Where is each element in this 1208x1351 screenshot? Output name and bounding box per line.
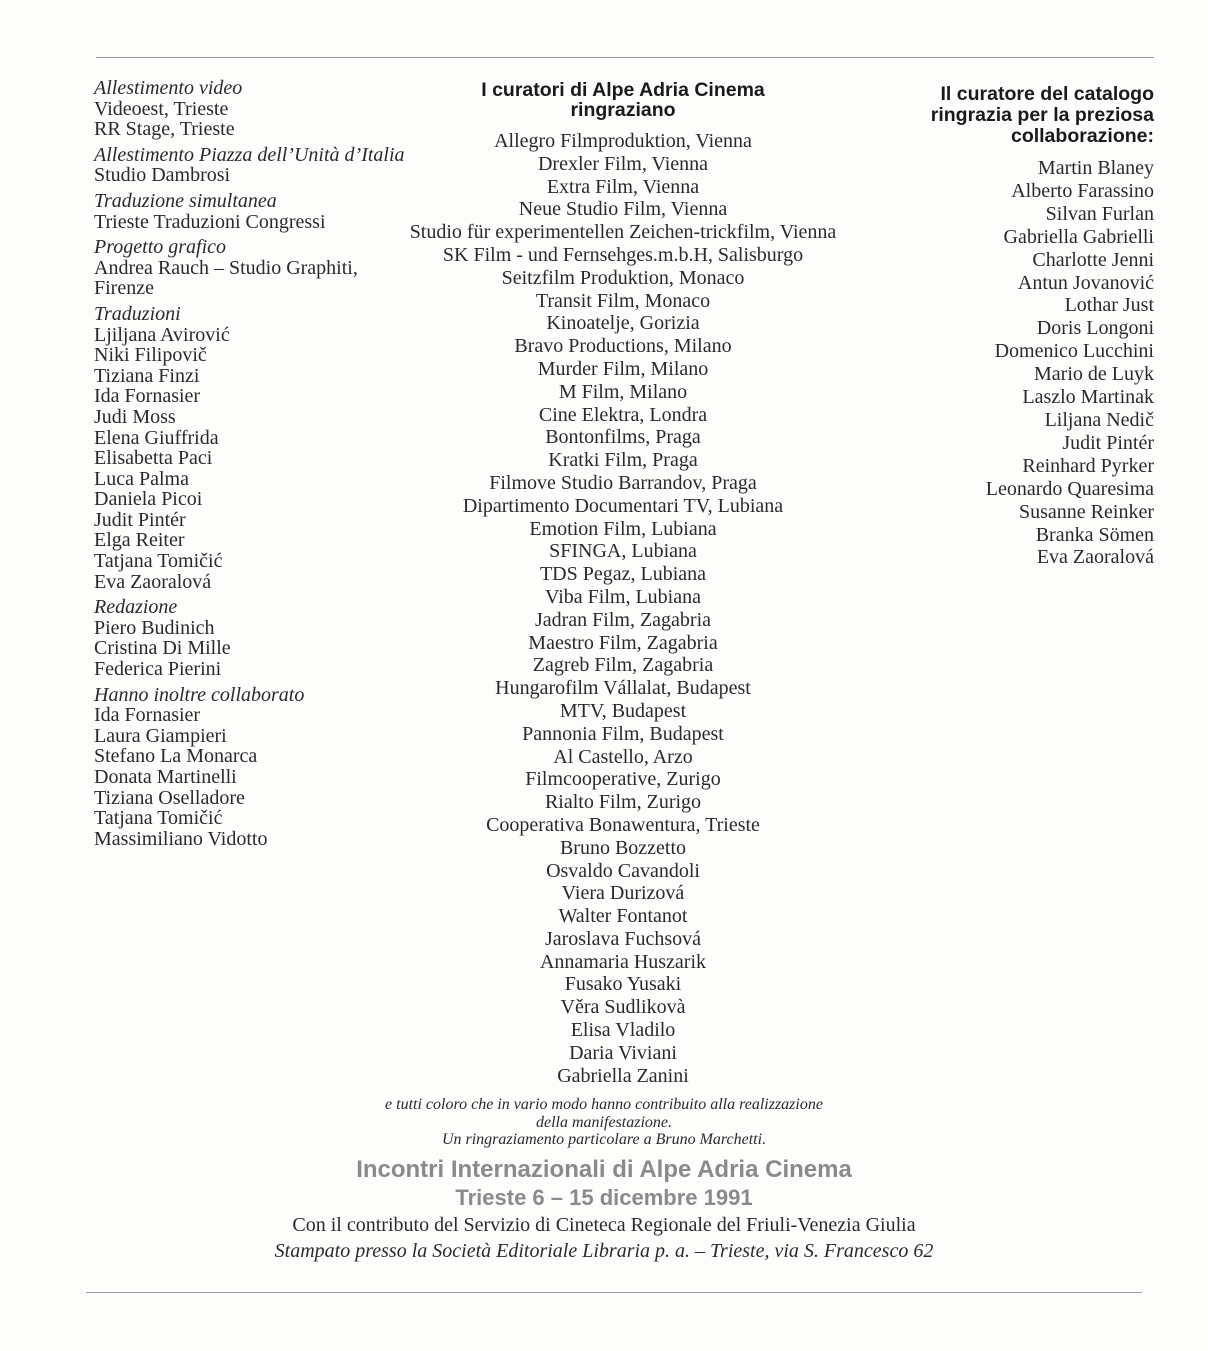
credit-name: Piero Budinich: [94, 616, 215, 639]
credit-name: Daniela Picoi: [94, 488, 203, 511]
event-dates: Trieste 6 – 15 dicembre 1991: [455, 1184, 753, 1210]
middle-thanks-column: [380, 80, 866, 1087]
thanks-name: Rialto Film, Zurigo: [544, 791, 702, 814]
thanks-name: Al Castello, Arzo: [553, 745, 693, 768]
collaborator-name: Antun Jovanović: [1017, 271, 1154, 294]
thanks-name: Dipartimento Documentari TV, Lubiana: [462, 494, 784, 517]
credit-name: Luca Palma: [94, 467, 189, 490]
thanks-name: Věra Sudlikovà: [560, 996, 686, 1019]
thanks-note: [0, 1096, 1208, 1149]
thanks-name: SK Film - und Fernsehges.m.b.H, Salisburgo: [442, 243, 804, 266]
credit-name: Ida Fornasier: [94, 704, 201, 727]
credit-name: Studio Dambrosi: [94, 164, 231, 187]
credit-name: Tatjana Tomičić: [94, 807, 223, 830]
thanks-name: Bontonfilms, Praga: [545, 426, 701, 449]
thanks-name: Jadran Film, Zagabria: [534, 608, 712, 631]
middle-title-line-1: I curatori di Alpe Adria Cinema: [481, 79, 765, 101]
credit-name: Cristina Di Mille: [94, 637, 231, 660]
section-heading: Progetto grafico: [94, 236, 227, 259]
thanks-name: Murder Film, Milano: [537, 357, 709, 380]
thanks-name: MTV, Budapest: [559, 699, 687, 722]
thanks-name: Walter Fontanot: [558, 905, 688, 928]
event-title: Incontri Internazionali di Alpe Adria Cinema: [356, 1155, 852, 1183]
section-heading: Redazione: [94, 596, 178, 619]
middle-title: [380, 80, 866, 120]
thanks-name: Transit Film, Monaco: [535, 289, 711, 312]
thanks-name: Maestro Film, Zagabria: [528, 631, 718, 654]
thanks-name: Pannonia Film, Budapest: [522, 722, 724, 745]
credit-name: Stefano La Monarca: [94, 745, 258, 768]
thanks-name: Bruno Bozzetto: [559, 836, 687, 859]
collaborator-name: Laszlo Martinak: [1022, 386, 1154, 409]
collaborator-name: Leonardo Quaresima: [985, 477, 1154, 500]
section-heading: Hanno inoltre collaborato: [94, 683, 305, 706]
right-title: [870, 84, 1154, 147]
collaborator-name: Silvan Furlan: [1045, 202, 1154, 225]
thanks-name: Daria Viviani: [569, 1041, 677, 1064]
credit-name: Elena Giuffrida: [94, 426, 219, 449]
credit-name: Elga Reiter: [94, 529, 185, 552]
section-heading: Traduzioni: [94, 302, 181, 325]
thanks-name: SFINGA, Lubiana: [549, 540, 697, 563]
credit-name: Eva Zaoralová: [94, 570, 212, 593]
credit-name: Elisabetta Paci: [94, 447, 213, 470]
credit-name: Tatjana Tomičić: [94, 550, 223, 573]
thanks-name: Allegro Filmproduktion, Vienna: [494, 130, 752, 152]
credit-name: Ida Fornasier: [94, 385, 201, 408]
thanks-name: Viera Durizová: [561, 882, 685, 905]
thanks-name: Extra Film, Vienna: [546, 175, 700, 198]
thanks-name: Seitzfilm Produktion, Monaco: [501, 266, 745, 289]
section-heading: Allestimento Piazza dell’Unità d’Italia: [94, 143, 405, 166]
right-title-line-3: collaborazione:: [1010, 125, 1154, 147]
thanks-name: Zagreb Film, Zagabria: [532, 654, 714, 677]
top-divider: [96, 57, 1154, 58]
thanks-name: Kinoatelje, Gorizia: [546, 312, 700, 335]
note-line-2: della manifestazione.: [536, 1113, 672, 1131]
collaborator-name: Eva Zaoralová: [1036, 546, 1154, 569]
credit-name: Niki Filipovič: [94, 344, 207, 367]
footer: [0, 1096, 1208, 1264]
thanks-name: TDS Pegaz, Lubiana: [539, 563, 707, 586]
thanks-name: Annamaria Huszarik: [539, 950, 707, 973]
credit-name: Videoest, Trieste: [94, 97, 229, 120]
credit-name: Judi Moss: [94, 405, 176, 428]
collaborator-name: Susanne Reinker: [1019, 500, 1154, 523]
printer-line: Stampato presso la Società Editoriale Libraria p. a. – Trieste, via S. Francesco 62: [274, 1239, 934, 1262]
thanks-name: M Film, Milano: [558, 380, 688, 403]
collaborator-name: Reinhard Pyrker: [1022, 454, 1154, 477]
right-title-line-1: Il curatore del catalogo: [940, 83, 1154, 105]
thanks-name: Studio für experimentellen Zeichen-trickfilm, Vienna: [409, 221, 837, 244]
credit-name: Firenze: [94, 277, 154, 300]
credit-name: Donata Martinelli: [94, 766, 237, 788]
right-title-line-2: ringrazia per la preziosa: [930, 104, 1154, 126]
thanks-name: Drexler Film, Vienna: [537, 152, 709, 175]
collaborator-name: Lothar Just: [1064, 294, 1154, 317]
section-heading: Allestimento video: [94, 77, 243, 99]
collaborator-name: Alberto Farassino: [1011, 179, 1154, 202]
middle-title-line-2: ringraziano: [570, 99, 676, 121]
credit-name: Trieste Traduzioni Congressi: [94, 210, 326, 233]
thanks-name: Cooperativa Bonawentura, Trieste: [486, 813, 760, 836]
thanks-name: Neue Studio Film, Vienna: [518, 198, 728, 221]
credit-name: Ljiljana Avirović: [94, 323, 230, 346]
bottom-divider: [86, 1292, 1142, 1293]
collaborator-name: Judit Pintér: [1062, 431, 1154, 454]
thanks-name: Bravo Productions, Milano: [514, 335, 732, 358]
section-heading: Traduzione simultanea: [94, 189, 277, 212]
credit-name: Tiziana Finzi: [94, 364, 200, 387]
credit-name: Tiziana Oselladore: [94, 786, 245, 809]
thanks-name: Emotion Film, Lubiana: [529, 517, 717, 540]
credit-name: Judit Pintér: [94, 508, 186, 531]
note-line-1: e tutti coloro che in vario modo hanno contribuito alla realizzazione: [385, 1096, 823, 1113]
credit-name: Andrea Rauch – Studio Graphiti,: [94, 256, 358, 279]
thanks-name: Jaroslava Fuchsová: [544, 927, 702, 950]
thanks-name: Cine Elektra, Londra: [538, 403, 708, 426]
collaborator-name: Gabriella Gabrielli: [1003, 225, 1154, 248]
credit-name: Federica Pierini: [94, 658, 222, 681]
right-thanks-column: [870, 84, 1154, 569]
thanks-name: Fusako Yusaki: [564, 973, 682, 996]
collaborator-name: Martin Blaney: [1037, 157, 1154, 179]
thanks-name: Hungarofilm Vállalat, Budapest: [495, 677, 751, 700]
thanks-name: Elisa Vladilo: [570, 1019, 676, 1042]
collaborator-name: Liljana Nedič: [1044, 408, 1154, 431]
credit-name: Massimiliano Vidotto: [94, 827, 268, 850]
thanks-name: Osvaldo Cavandoli: [546, 859, 700, 882]
credit-name: Laura Giampieri: [94, 724, 227, 747]
collaborator-name: Branka Sömen: [1035, 523, 1154, 546]
collaborator-name: Doris Longoni: [1036, 317, 1154, 340]
thanks-name: Filmcooperative, Zurigo: [525, 768, 721, 791]
middle-names-list: [380, 130, 866, 1087]
right-names-list: [870, 157, 1154, 569]
collaborator-name: Mario de Luyk: [1034, 363, 1154, 386]
thanks-name: Gabriella Zanini: [557, 1064, 689, 1087]
note-line-3: Un ringraziamento particolare a Bruno Marchetti.: [441, 1131, 767, 1148]
credit-name: RR Stage, Trieste: [94, 118, 235, 141]
contribution-line: Con il contributo del Servizio di Cineteca Regionale del Friuli-Venezia Giulia: [292, 1213, 916, 1236]
thanks-name: Viba Film, Lubiana: [545, 585, 701, 608]
collaborator-name: Domenico Lucchini: [994, 340, 1154, 363]
collaborator-name: Charlotte Jenni: [1032, 248, 1154, 271]
thanks-name: Kratki Film, Praga: [548, 449, 698, 472]
thanks-name: Filmove Studio Barrandov, Praga: [489, 471, 757, 494]
